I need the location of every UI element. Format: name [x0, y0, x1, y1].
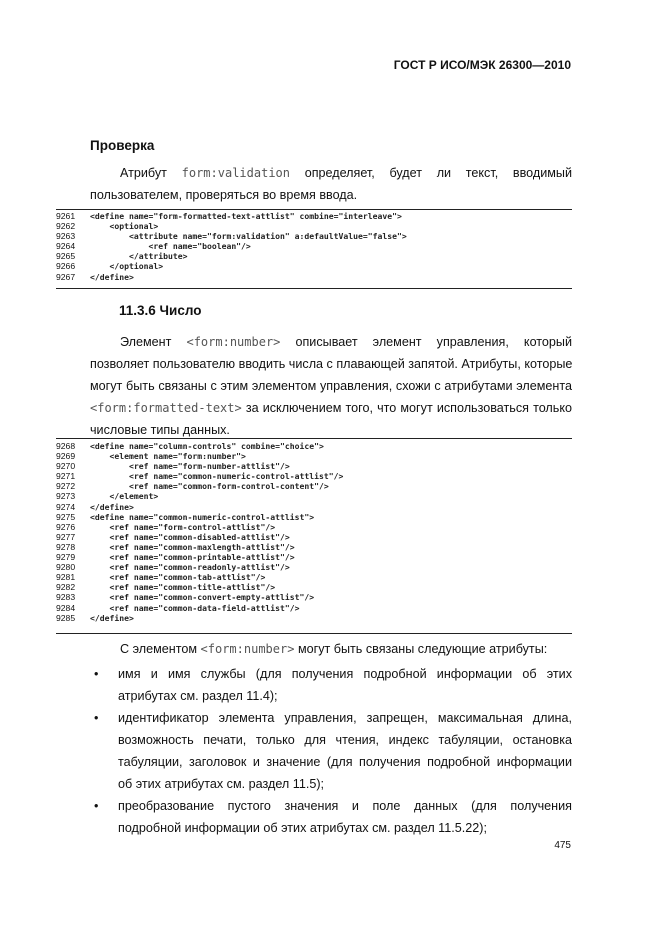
- bullet-icon: •: [94, 667, 99, 681]
- section-heading-validation: Проверка: [90, 138, 155, 153]
- code-text: <ref name="common-readonly-attlist"/>: [90, 562, 290, 573]
- line-number: 9283: [56, 592, 76, 603]
- paragraph-line: могут быть связаны с этим элементом управления, схожи с атрибутами элемента: [90, 379, 572, 393]
- code-line: [56, 552, 572, 562]
- code-line: [56, 613, 572, 623]
- code-line: [56, 461, 572, 471]
- code-text: <ref name="common-title-attlist"/>: [90, 582, 276, 593]
- code-line: [56, 272, 572, 282]
- line-number: 9282: [56, 582, 76, 593]
- code-text: <ref name="boolean"/>: [90, 241, 251, 252]
- line-number: 9279: [56, 552, 76, 563]
- line-number: 9270: [56, 461, 76, 472]
- code-text: <define name="common-numeric-control-attlist">: [90, 511, 315, 522]
- code-line: [56, 251, 572, 261]
- code-text: <element name="form:number">: [90, 451, 246, 462]
- code-text: </optional>: [90, 261, 164, 272]
- attributes-intro: [120, 638, 572, 660]
- line-number: 9261: [56, 211, 76, 221]
- line-number: 9273: [56, 491, 76, 502]
- code-line: [56, 241, 572, 251]
- code-listing-number: [56, 438, 572, 634]
- page-number: 475: [554, 840, 571, 851]
- code-text: <ref name="common-form-control-content"/>: [90, 481, 329, 492]
- text: описывает элемент управления, который: [295, 335, 573, 349]
- paragraph-line: [90, 162, 572, 184]
- text: Атрибут: [120, 166, 167, 180]
- code-line: [56, 603, 572, 613]
- paragraph-line: [120, 638, 572, 660]
- text: могут быть связаны следующие атрибуты:: [297, 642, 548, 656]
- bullet-line: об этих атрибутах см. раздел 11.5);: [118, 777, 325, 791]
- bullet-line: подробной информации об этих атрибутах см. раздел 11.5.22);: [118, 821, 487, 835]
- line-number: 9268: [56, 441, 76, 451]
- inline-code: form:validation: [181, 166, 290, 180]
- code-line: [56, 211, 572, 221]
- paragraph-line: [90, 331, 572, 353]
- line-number: 9275: [56, 511, 76, 522]
- line-number: 9266: [56, 261, 76, 272]
- code-text: <ref name="common-tab-attlist"/>: [90, 572, 266, 583]
- line-number: 9285: [56, 612, 76, 623]
- code-line: [56, 542, 572, 552]
- code-line: [56, 512, 572, 522]
- text: С элементом: [120, 642, 198, 656]
- bullet-item: [94, 795, 572, 839]
- code-text: <define name="column-controls" combine="choice">: [90, 441, 324, 451]
- code-text: <ref name="form-control-attlist"/>: [90, 521, 276, 532]
- bullet-line: преобразование пустого значения и поле данных (для получения: [118, 799, 572, 813]
- code-line: [56, 261, 572, 271]
- code-text: <define name="form-formatted-text-attlist" combine="interleave">: [90, 211, 402, 221]
- running-header: ГОСТ Р ИСО/МЭК 26300—2010: [393, 58, 571, 72]
- code-line: [56, 231, 572, 241]
- code-text: </element>: [90, 491, 159, 502]
- code-text: </define>: [90, 271, 134, 282]
- code-line: [56, 481, 572, 491]
- line-number: 9262: [56, 221, 76, 232]
- line-number: 9272: [56, 481, 76, 492]
- inline-code: <form:formatted-text>: [90, 401, 242, 415]
- paragraph-line: позволяет пользователю вводить числа с плавающей запятой. Атрибуты, которые: [90, 357, 573, 371]
- bullet-icon: •: [94, 711, 99, 725]
- code-text: </define>: [90, 501, 134, 512]
- bullet-line: имя и имя службы (для получения подробной информации об этих: [118, 667, 572, 681]
- text: определяет, будет ли текст, вводимый: [304, 166, 572, 180]
- bullet-line: идентификатор элемента управления, запрещен, максимальная длина,: [118, 711, 572, 725]
- code-listing-validation: [56, 209, 572, 289]
- line-number: 9284: [56, 602, 76, 613]
- code-line: [56, 582, 572, 592]
- code-text: <ref name="common-disabled-attlist"/>: [90, 531, 290, 542]
- validation-paragraph: [90, 162, 572, 206]
- text: за исключением того, что могут использоваться только: [245, 401, 572, 415]
- bullet-icon: •: [94, 799, 99, 813]
- line-number: 9277: [56, 531, 76, 542]
- bullet-line: атрибутах см. раздел 11.4);: [118, 689, 278, 703]
- code-text: <optional>: [90, 221, 159, 232]
- number-paragraph: [90, 331, 572, 441]
- code-line: [56, 451, 572, 461]
- code-line: [56, 441, 572, 451]
- line-number: 9265: [56, 251, 76, 262]
- line-number: 9267: [56, 271, 76, 282]
- line-number: 9263: [56, 231, 76, 242]
- code-line: [56, 471, 572, 481]
- code-text: <ref name="form-number-attlist"/>: [90, 461, 290, 472]
- paragraph-line: пользователем, проверяться во время ввода.: [90, 188, 358, 202]
- bullet-line: возможность печати, только для чтения, индекс табуляции, остановка: [118, 733, 572, 747]
- code-line: [56, 532, 572, 542]
- code-text: <attribute name="form:validation" a:defaultValue="false">: [90, 231, 407, 242]
- text: Элемент: [120, 335, 172, 349]
- code-text: <ref name="common-maxlength-attlist"/>: [90, 541, 295, 552]
- inline-code: <form:number>: [186, 335, 281, 349]
- paragraph-line: [90, 397, 572, 419]
- line-number: 9274: [56, 501, 76, 512]
- code-line: [56, 502, 572, 512]
- code-text: </define>: [90, 612, 134, 623]
- code-line: [56, 491, 572, 501]
- code-text: </attribute>: [90, 251, 188, 262]
- code-line: [56, 221, 572, 231]
- section-heading-number: 11.3.6 Число: [119, 303, 202, 318]
- code-text: <ref name="common-printable-attlist"/>: [90, 552, 295, 563]
- bullet-item: [94, 663, 572, 707]
- bullet-item: [94, 707, 572, 795]
- line-number: 9278: [56, 541, 76, 552]
- line-number: 9281: [56, 572, 76, 583]
- code-line: [56, 572, 572, 582]
- code-text: <ref name="common-data-field-attlist"/>: [90, 602, 300, 613]
- line-number: 9269: [56, 451, 76, 462]
- line-number: 9271: [56, 471, 76, 482]
- code-line: [56, 562, 572, 572]
- code-line: [56, 522, 572, 532]
- code-line: [56, 592, 572, 602]
- inline-code: <form:number>: [200, 642, 295, 656]
- line-number: 9276: [56, 521, 76, 532]
- line-number: 9264: [56, 241, 76, 252]
- paragraph-line: числовые типы данных.: [90, 423, 230, 437]
- bullet-line: табуляции, заголовок и значение (для получения подробной информации: [118, 755, 572, 769]
- code-text: <ref name="common-numeric-control-attlist"/>: [90, 471, 344, 482]
- line-number: 9280: [56, 562, 76, 573]
- code-text: <ref name="common-convert-empty-attlist"/>: [90, 592, 315, 603]
